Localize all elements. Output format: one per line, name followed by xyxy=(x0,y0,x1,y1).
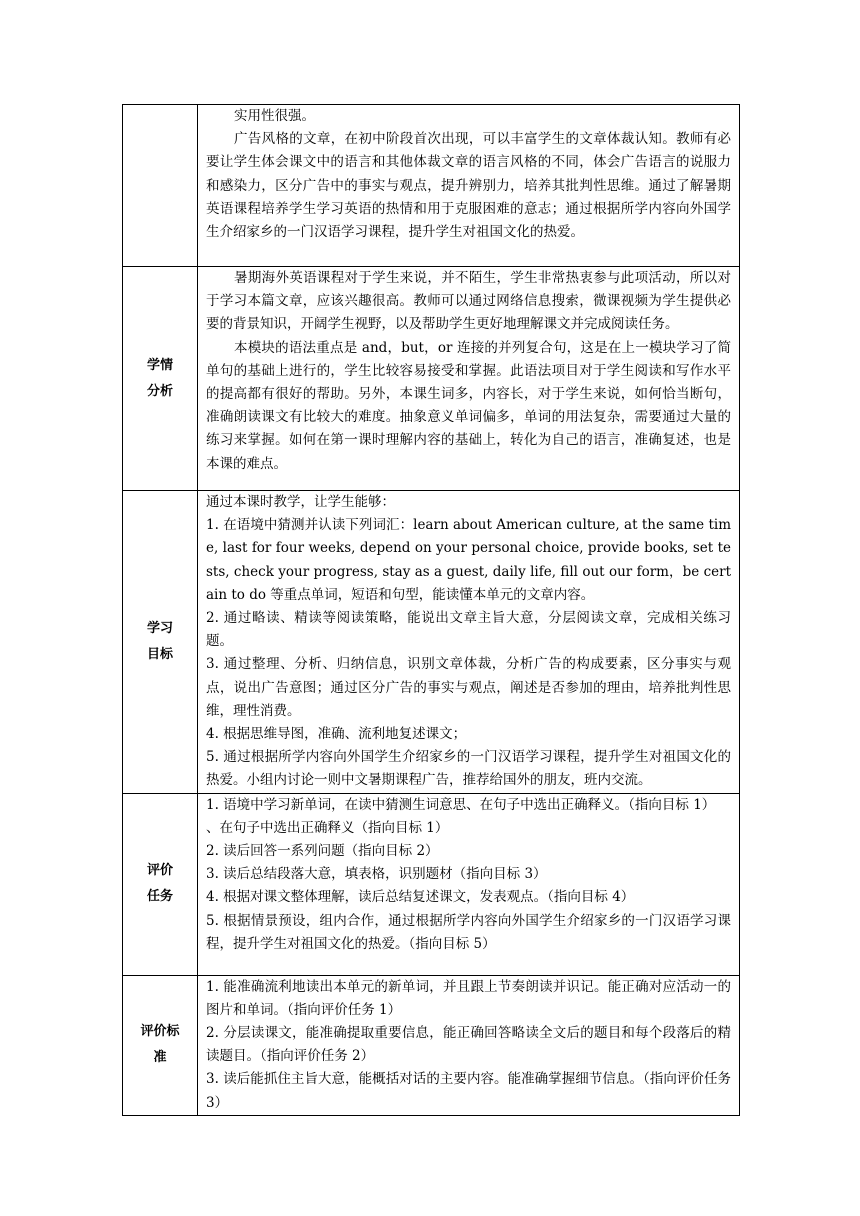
content-paragraph: 4. 根据思维导图，准确、流利地复述课文； xyxy=(206,726,467,743)
row-label-line: 任务 xyxy=(146,889,173,905)
content-paragraph: 、在句子中选出正确释义（指向目标 1） xyxy=(206,819,449,836)
row-evaluation-criteria xyxy=(123,975,740,1115)
content-paragraph: 暑期海外英语课程对于学生来说，并不陌生，学生非常热衷参与此项活动，所以对于学习本篇文章，应该兴趣很高。教师可以通过网络信息搜索，微课视频为学生提供必要的背景知识，开阔学生视野，以及帮助学生更好地理解课文并完成阅读任务。 xyxy=(206,270,731,333)
content-paragraph: 2. 读后回答一系列问题（指向目标 2） xyxy=(206,843,439,860)
row-label-line: 评价 xyxy=(146,863,173,879)
row-label xyxy=(123,975,198,1115)
content-paragraph: 5. 通过根据所学内容向外国学生介绍家乡的一门汉语学习课程，提升学生对祖国文化的热爱。小组内讨论一则中文暑期课程广告，推荐给国外的朋友，班内交流。 xyxy=(206,749,731,789)
content-paragraph: 通过本课时教学，让学生能够： xyxy=(206,494,395,510)
content-paragraph: 5. 根据情景预设，组内合作，通过根据所学内容向外国学生介绍家乡的一门汉语学习课程，提升学生对祖国文化的热爱。（指向目标 5） xyxy=(206,912,731,952)
content-paragraph: 2. 通过略读、精读等阅读策略，能说出文章主旨大意，分层阅读文章，完成相关练习题。 xyxy=(206,610,731,650)
row-content xyxy=(198,793,740,975)
content-paragraph: 2. 分层读课文，能准确提取重要信息，能正确回答略读全文后的题目和每个段落后的精读题目。（指向评价任务 2） xyxy=(206,1025,731,1065)
row-label xyxy=(123,105,198,267)
content-paragraph: 1. 语境中学习新单词，在读中猜测生词意思、在句子中选出正确释义。（指向目标 1） xyxy=(206,796,716,813)
content-paragraph: 3. 通过整理、分析、归纳信息，识别文章体裁，分析广告的构成要素，区分事实与观点，说出广告意图；通过区分广告的事实与观点，阐述是否参加的理由，培养批判性思维，理性消费。 xyxy=(206,656,731,719)
row-content xyxy=(198,267,740,491)
row-label xyxy=(123,793,198,975)
row-content xyxy=(198,975,740,1115)
content-paragraph: 实用性很强。 xyxy=(234,108,315,124)
row-content xyxy=(198,105,740,267)
row-student-analysis xyxy=(123,267,740,491)
row-label-line: 学情 xyxy=(146,357,173,373)
content-paragraph: 3. 读后能抓住主旨大意，能概括对话的主要内容。能准确掌握细节信息。（指向评价任务 3） xyxy=(206,1071,731,1111)
row-evaluation-tasks xyxy=(123,793,740,975)
content-paragraph: 广告风格的文章，在初中阶段首次出现，可以丰富学生的文章体裁认知。教师有必要让学生体会课文中的语言和其他体裁文章的语言风格的不同，体会广告语言的说服力和感染力，区分广告中的事实与观点，提升辨别力，培养其批判性思维。通过了解暑期英语课程培养学生学习英语的热情和用于克服困难的意志；通过根据所学内容向外国学生介绍家乡的一门汉语学习课程，提升学生对祖国文化的热爱。 xyxy=(206,131,731,241)
row-label-line: 准 xyxy=(153,1050,167,1066)
content-paragraph: 4. 根据对课文整体理解，读后总结复述课文，发表观点。（指向目标 4） xyxy=(206,889,635,906)
row-content xyxy=(198,491,740,794)
content-paragraph: 3. 读后总结段落大意，填表格，识别题材（指向目标 3） xyxy=(206,866,547,883)
lesson-plan-table xyxy=(122,104,740,1116)
row-label-line: 评价标 xyxy=(140,1024,180,1040)
row-label xyxy=(123,267,198,491)
content-paragraph: 1. 能准确流利地读出本单元的新单词，并且跟上节奏朗读并识记。能正确对应活动一的图片和单词。（指向评价任务 1） xyxy=(206,978,731,1018)
row-label-line: 学习 xyxy=(146,620,173,636)
row-label-line: 分析 xyxy=(146,383,173,399)
content-paragraph: 本模块的语法重点是 and，but，or 连接的并列复合句，这是在上一模块学习了简单句的基础上进行的，学生比较容易接受和掌握。此语法项目对于学生阅读和写作水平的提高都有很好的帮助。另外，本课生词多，内容长，对于学生来说，如何恰当断句，准确朗读课文有比较大的难度。抽象意义单词偏多，单词的用法复杂，需要通过大量的练习来掌握。如何在第一课时理解内容的基础上，转化为自己的语言，准确复述，也是本课的难点。 xyxy=(206,339,731,472)
row-label xyxy=(123,491,198,794)
row-label-line: 目标 xyxy=(146,646,173,662)
row-usefulness xyxy=(123,105,740,267)
content-paragraph: 1. 在语境中猜测并认读下列词汇：learn about American culture, at the same time, last for four weeks, depend on your personal choice, provide books, set tests, check your progress, stay as a guest, daily life, fill out our form，be certain to do 等重点单词，短语和句型，能读懂本单元的文章内容。 xyxy=(206,517,731,603)
row-learning-goals xyxy=(123,491,740,794)
